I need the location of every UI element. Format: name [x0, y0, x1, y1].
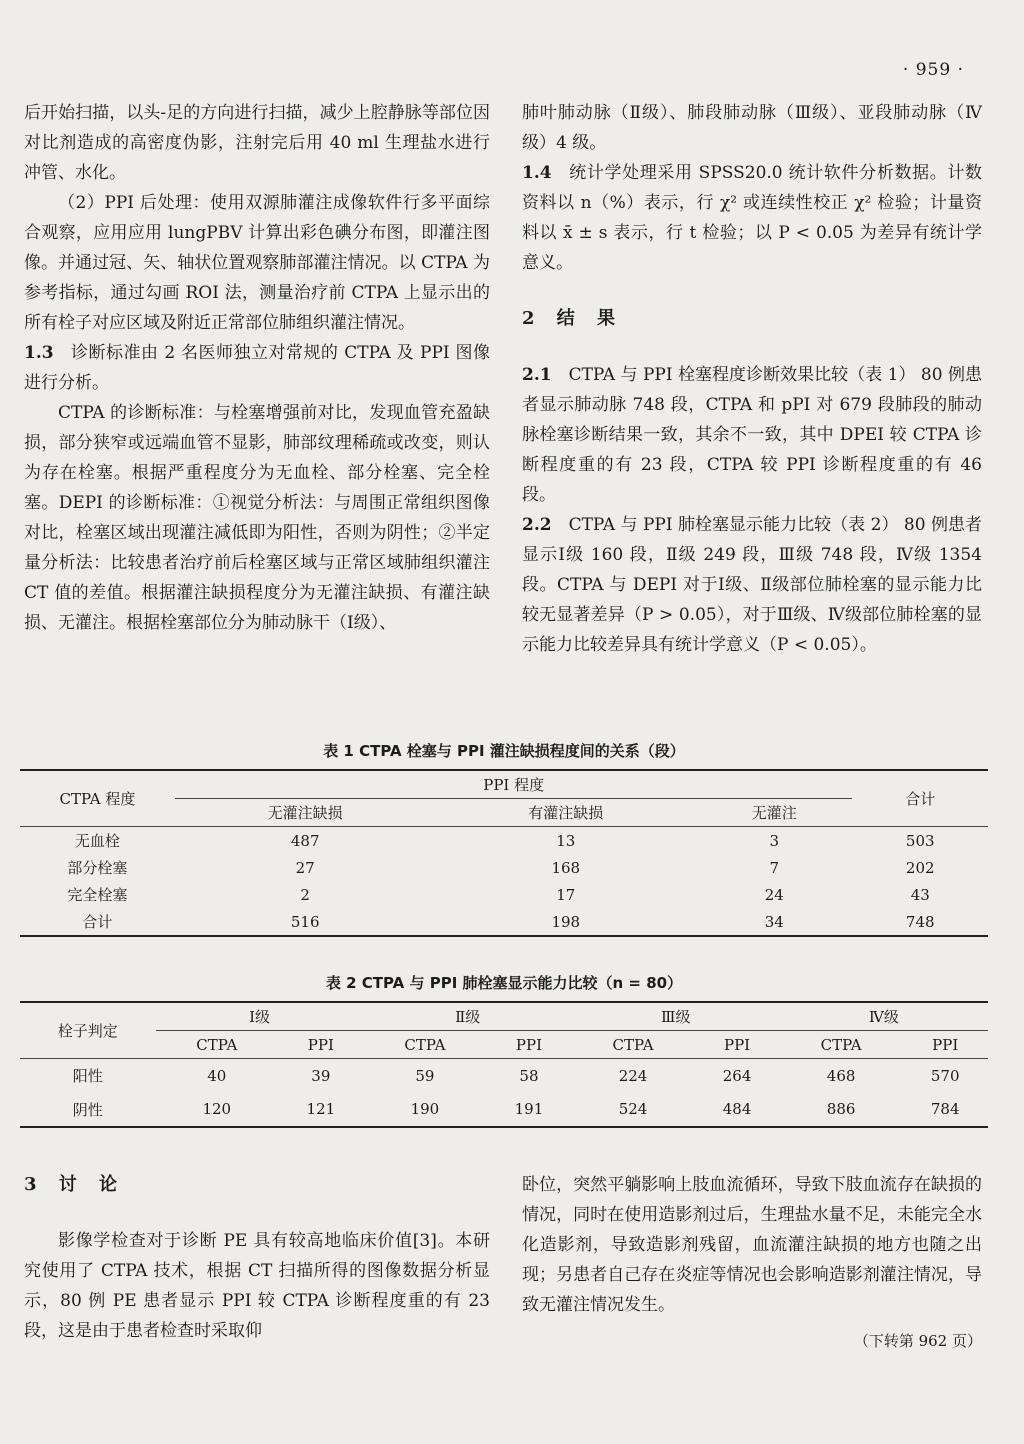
- cell: 7: [769, 858, 780, 877]
- section-number: 2.2: [522, 515, 552, 535]
- cell: 39: [311, 1066, 331, 1085]
- total-header: 合计: [852, 770, 988, 827]
- row-label: 无血栓: [74, 832, 120, 850]
- column-header: 有灌注缺损: [528, 804, 604, 822]
- table-row: [20, 827, 988, 855]
- paragraph: 后开始扫描，以头-足的方向进行扫描，减少上腔静脉等部位因对比剂造成的高密度伪影，注射完后用 40 ml 生理盐水进行冲管、水化。: [24, 103, 490, 183]
- cell: 224: [618, 1066, 648, 1085]
- section-text: 诊断标准由 2 名医师独立对常规的 CTPA 及 PPI 图像进行分析。: [24, 343, 490, 393]
- cell: 34: [764, 912, 784, 931]
- paragraph: 肺叶肺动脉（Ⅱ级）、肺段肺动脉（Ⅲ级）、亚段肺动脉（Ⅳ级）4 级。: [522, 103, 982, 153]
- row-label: 合计: [82, 913, 113, 931]
- section-number: 1.3: [24, 343, 54, 363]
- cell: 487: [290, 831, 320, 850]
- column-header: 无灌注: [751, 804, 797, 822]
- column-header: CTPA: [404, 1035, 446, 1054]
- table-row: [20, 1093, 988, 1127]
- cell: 524: [618, 1100, 648, 1118]
- table-1: [20, 740, 988, 937]
- text-column-top-left: [24, 98, 490, 638]
- data-table: [20, 1001, 988, 1128]
- section-text: 统计学处理采用 SPSS20.0 统计软件分析数据。计数资料以 n（%）表示，行 χ² 或连续性校正 χ² 检验；计量资料以 x̄ ± s 表示，行 t 检验；以 P < 0.05 为差异有统计学意义。: [522, 163, 982, 273]
- paragraph: 卧位，突然平躺影响上肢血流循环，导致下肢血流存在缺损的情况，同时在使用造影剂过后，生理盐水量不足，未能完全水化造影剂，导致造影剂残留，血流灌注缺损的地方也随之出现；另患者自己存在炎症等情况也会影响造影剂灌注情况，导致无灌注情况发生。: [522, 1175, 982, 1315]
- column-header: CTPA: [820, 1035, 862, 1054]
- continued-note: （下转第 962 页）: [853, 1332, 982, 1350]
- section-number: 2.1: [522, 365, 552, 385]
- group-header: Ⅱ级: [364, 1002, 572, 1031]
- table-title: 表 2 CTPA 与 PPI 肺栓塞显示能力比较（n = 80）: [325, 974, 683, 992]
- column-header: PPI: [932, 1035, 959, 1054]
- section-2-2: [522, 510, 982, 660]
- row-label: 完全栓塞: [67, 886, 128, 904]
- row-label: 部分栓塞: [67, 859, 128, 877]
- paragraph: （2）PPI 后处理：使用双源肺灌注成像软件行多平面综合观察，应用应用 lungPBV 计算出彩色碘分布图，即灌注图像。并通过冠、矢、轴状位置观察肺部灌注情况。以 CTPA 为参考指标，通过勾画 ROI 法，测量治疗前 CTPA 上显示出的所有栓子对应区域及附近正常部位肺组织灌注情况。: [24, 193, 490, 333]
- cell: 24: [764, 885, 784, 904]
- table-row: [20, 854, 988, 881]
- cell: 40: [207, 1066, 227, 1085]
- text-column-top-right: [522, 98, 982, 660]
- column-header: CTPA: [196, 1035, 238, 1054]
- section-1-3: [24, 338, 490, 398]
- data-table: [20, 769, 988, 937]
- paragraph: CTPA 的诊断标准：与栓塞增强前对比，发现血管充盈缺损，部分狭窄或远端血管不显影，肺部纹理稀疏或改变，则认为存在栓塞。根据严重程度分为无血栓、部分栓塞、完全栓塞。DEPI 的诊断标准：①视觉分析法：与周围正常组织图像对比，栓塞区域出现灌注减低即为阳性，否则为阴性；②半定量分析法：比较患者治疗前后栓塞区域与正常区域肺组织灌注 CT 值的差值。根据灌注缺损程度分为无灌注缺损、有灌注缺损、无灌注。根据栓塞部位分为肺动脉干（Ⅰ级）、: [24, 403, 490, 633]
- cell: 120: [202, 1100, 232, 1118]
- section-text: CTPA 与 PPI 肺栓塞显示能力比较（表 2） 80 例患者显示Ⅰ级 160 段，Ⅱ级 249 段，Ⅲ级 748 段，Ⅳ级 1354 段。CTPA 与 DEPI 对于Ⅰ级、Ⅱ级部位肺栓塞的显示能力比较无显著差异（P > 0.05），对于Ⅲ级、Ⅳ级部位肺栓塞的显示能力比较差异具有统计学意义（P < 0.05）。: [522, 515, 982, 655]
- cell: 264: [722, 1066, 752, 1085]
- cell: 168: [551, 858, 581, 877]
- cell: 468: [826, 1066, 856, 1085]
- cell: 58: [519, 1066, 539, 1085]
- table-title: 表 1 CTPA 栓塞与 PPI 灌注缺损程度间的关系（段）: [323, 742, 685, 760]
- cell: 516: [290, 912, 320, 931]
- text-column-bottom-left: [24, 1170, 490, 1346]
- paragraph: 影像学检查对于诊断 PE 具有较高地临床价值[3]。本研究使用了 CTPA 技术，根据 CT 扫描所得的图像数据分析显示，80 例 PE 患者显示 PPI 较 CTPA 诊断程度重的有 23 段，这是由于患者检查时采取仰: [24, 1231, 490, 1341]
- cell: 27: [295, 858, 315, 877]
- cell: 2: [300, 885, 310, 904]
- section-number: 1.4: [522, 163, 552, 183]
- cell: 3: [769, 831, 780, 850]
- table-row: [20, 881, 988, 908]
- cell: 13: [556, 831, 576, 850]
- section-1-4: [522, 158, 982, 278]
- cell: 484: [722, 1100, 752, 1118]
- section-heading: 3 讨 论: [24, 1174, 126, 1195]
- table-row: [20, 908, 988, 936]
- row-header: 栓子判定: [20, 1002, 156, 1059]
- cell: 570: [930, 1066, 960, 1085]
- row-header: CTPA 程度: [20, 770, 175, 827]
- group-header: Ⅰ级: [156, 1002, 364, 1031]
- cell: 748: [905, 912, 935, 931]
- row-label: 阴性: [72, 1100, 103, 1119]
- section-heading: 2 结 果: [522, 308, 624, 329]
- cell: 503: [905, 831, 935, 850]
- group-header: Ⅳ级: [780, 1002, 988, 1031]
- group-header: PPI 程度: [175, 770, 853, 799]
- column-header: PPI: [307, 1035, 334, 1054]
- cell: 886: [826, 1100, 856, 1118]
- table-row: [20, 1059, 988, 1093]
- table-2: [20, 972, 988, 1128]
- cell: 121: [306, 1100, 336, 1118]
- cell: 191: [514, 1100, 544, 1118]
- cell: 202: [905, 858, 935, 877]
- column-header: 无灌注缺损: [267, 804, 343, 822]
- cell: 17: [556, 885, 576, 904]
- cell: 59: [415, 1066, 435, 1085]
- column-header: PPI: [724, 1035, 751, 1054]
- row-label: 阳性: [72, 1067, 103, 1086]
- cell: 190: [410, 1100, 440, 1118]
- page-number: · 959 ·: [902, 60, 964, 80]
- cell: 784: [930, 1100, 960, 1118]
- column-header: CTPA: [612, 1035, 654, 1054]
- section-2-1: [522, 360, 982, 510]
- column-header: PPI: [515, 1035, 543, 1054]
- cell: 43: [910, 885, 930, 904]
- cell: 198: [551, 912, 581, 931]
- text-column-bottom-right: [522, 1170, 982, 1356]
- section-text: CTPA 与 PPI 栓塞程度诊断效果比较（表 1） 80 例患者显示肺动脉 748 段，CTPA 和 pPI 对 679 段肺段的肺动脉栓塞诊断结果一致，其余不一致，其中 DPEI 较 CTPA 诊断程度重的有 23 段，CTPA 较 PPI 诊断程度重的有 46 段。: [522, 365, 982, 505]
- group-header: Ⅲ级: [572, 1002, 780, 1031]
